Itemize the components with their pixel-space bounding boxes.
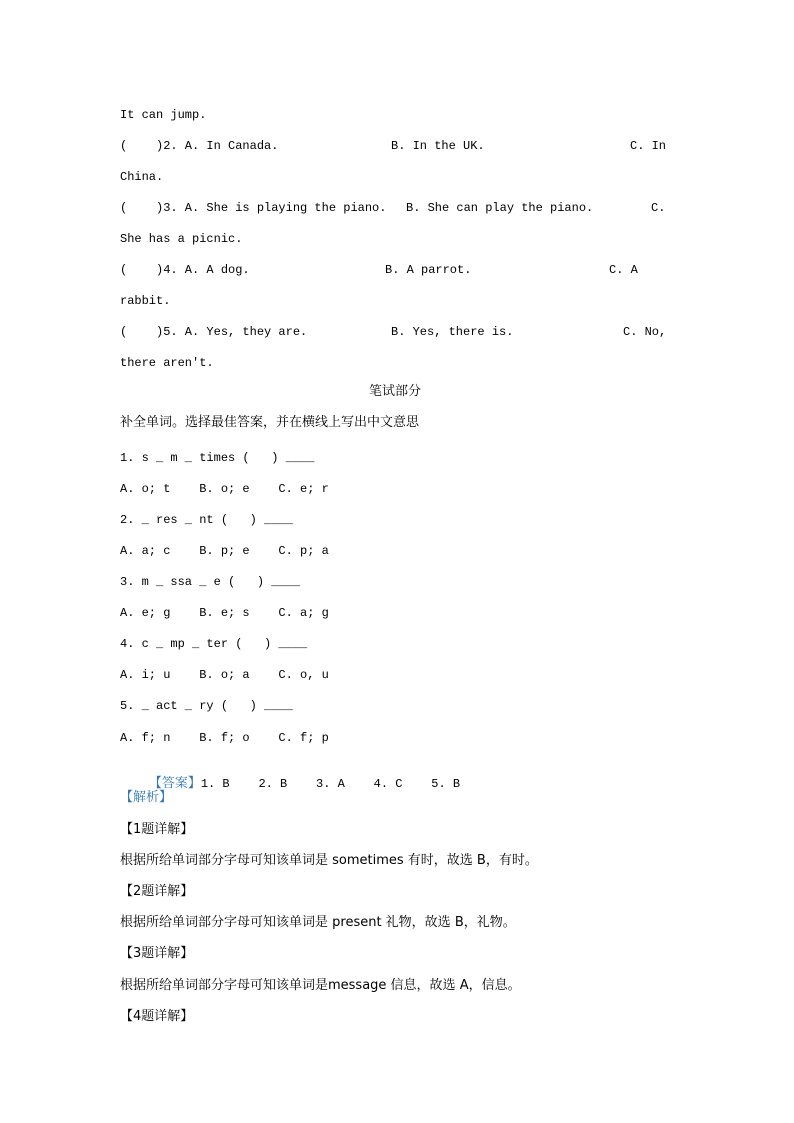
option-c-cont: She has a picnic. <box>120 232 243 246</box>
option-b: B. In the UK. <box>391 139 485 153</box>
question-stem: ( )2. A. In Canada. <box>120 139 279 153</box>
detail-1-heading: 【1题详解】 <box>120 822 194 837</box>
option-c: C. No, <box>623 325 667 339</box>
word-options-5: A. f; n B. f; o C. f; p <box>120 731 329 745</box>
answer-text: 1. B 2. B 3. A 4. C 5. B <box>200 777 461 791</box>
question-stem: ( )5. A. Yes, they are. <box>120 325 308 339</box>
detail-2-heading: 【2题详解】 <box>120 884 194 899</box>
option-c-cont: rabbit. <box>120 294 171 308</box>
detail-4-heading: 【4题详解】 <box>120 1009 194 1024</box>
word-options-1: A. o; t B. o; e C. e; r <box>120 482 329 496</box>
option-c: C. A <box>609 263 638 277</box>
answer-label: 【答案】 <box>148 776 201 791</box>
option-c-cont: there aren't. <box>120 356 214 370</box>
detail-1-text: 根据所给单词部分字母可知该单词是 sometimes 有时，故选 B，有时。 <box>120 853 538 868</box>
word-item-2: 2. _ res _ nt ( ) ____ <box>120 513 293 527</box>
option-c: C. In <box>630 139 667 153</box>
option-b: B. Yes, there is. <box>391 325 514 339</box>
option-c: C. <box>651 201 666 215</box>
word-item-4: 4. c _ mp _ ter ( ) ____ <box>120 637 308 651</box>
option-b: B. A parrot. <box>385 263 472 277</box>
option-b: B. She can play the piano. <box>406 201 594 215</box>
word-options-4: A. i; u B. o; a C. o, u <box>120 668 329 682</box>
word-item-3: 3. m _ ssa _ e ( ) ____ <box>120 575 301 589</box>
word-item-1: 1. s _ m _ times ( ) ____ <box>120 451 315 465</box>
question-stem: ( )4. A. A dog. <box>120 263 250 277</box>
analysis-label: 【解析】 <box>120 790 173 805</box>
question-stem: ( )3. A. She is playing the piano. <box>120 201 387 215</box>
detail-3-heading: 【3题详解】 <box>120 946 194 961</box>
word-item-5: 5. _ act _ ry ( ) ____ <box>120 699 293 713</box>
q1-tail: It can jump. <box>120 108 207 122</box>
section-title: 笔试部分 <box>369 384 422 399</box>
detail-2-text: 根据所给单词部分字母可知该单词是 present 礼物，故选 B，礼物。 <box>120 915 516 930</box>
word-options-2: A. a; c B. p; e C. p; a <box>120 544 329 558</box>
option-c-cont: China. <box>120 170 164 184</box>
word-options-3: A. e; g B. e; s C. a; g <box>120 606 329 620</box>
instruction: 补全单词。选择最佳答案，并在横线上写出中文意思 <box>120 415 420 430</box>
detail-3-text: 根据所给单词部分字母可知该单词是message 信息，故选 A，信息。 <box>120 978 521 993</box>
